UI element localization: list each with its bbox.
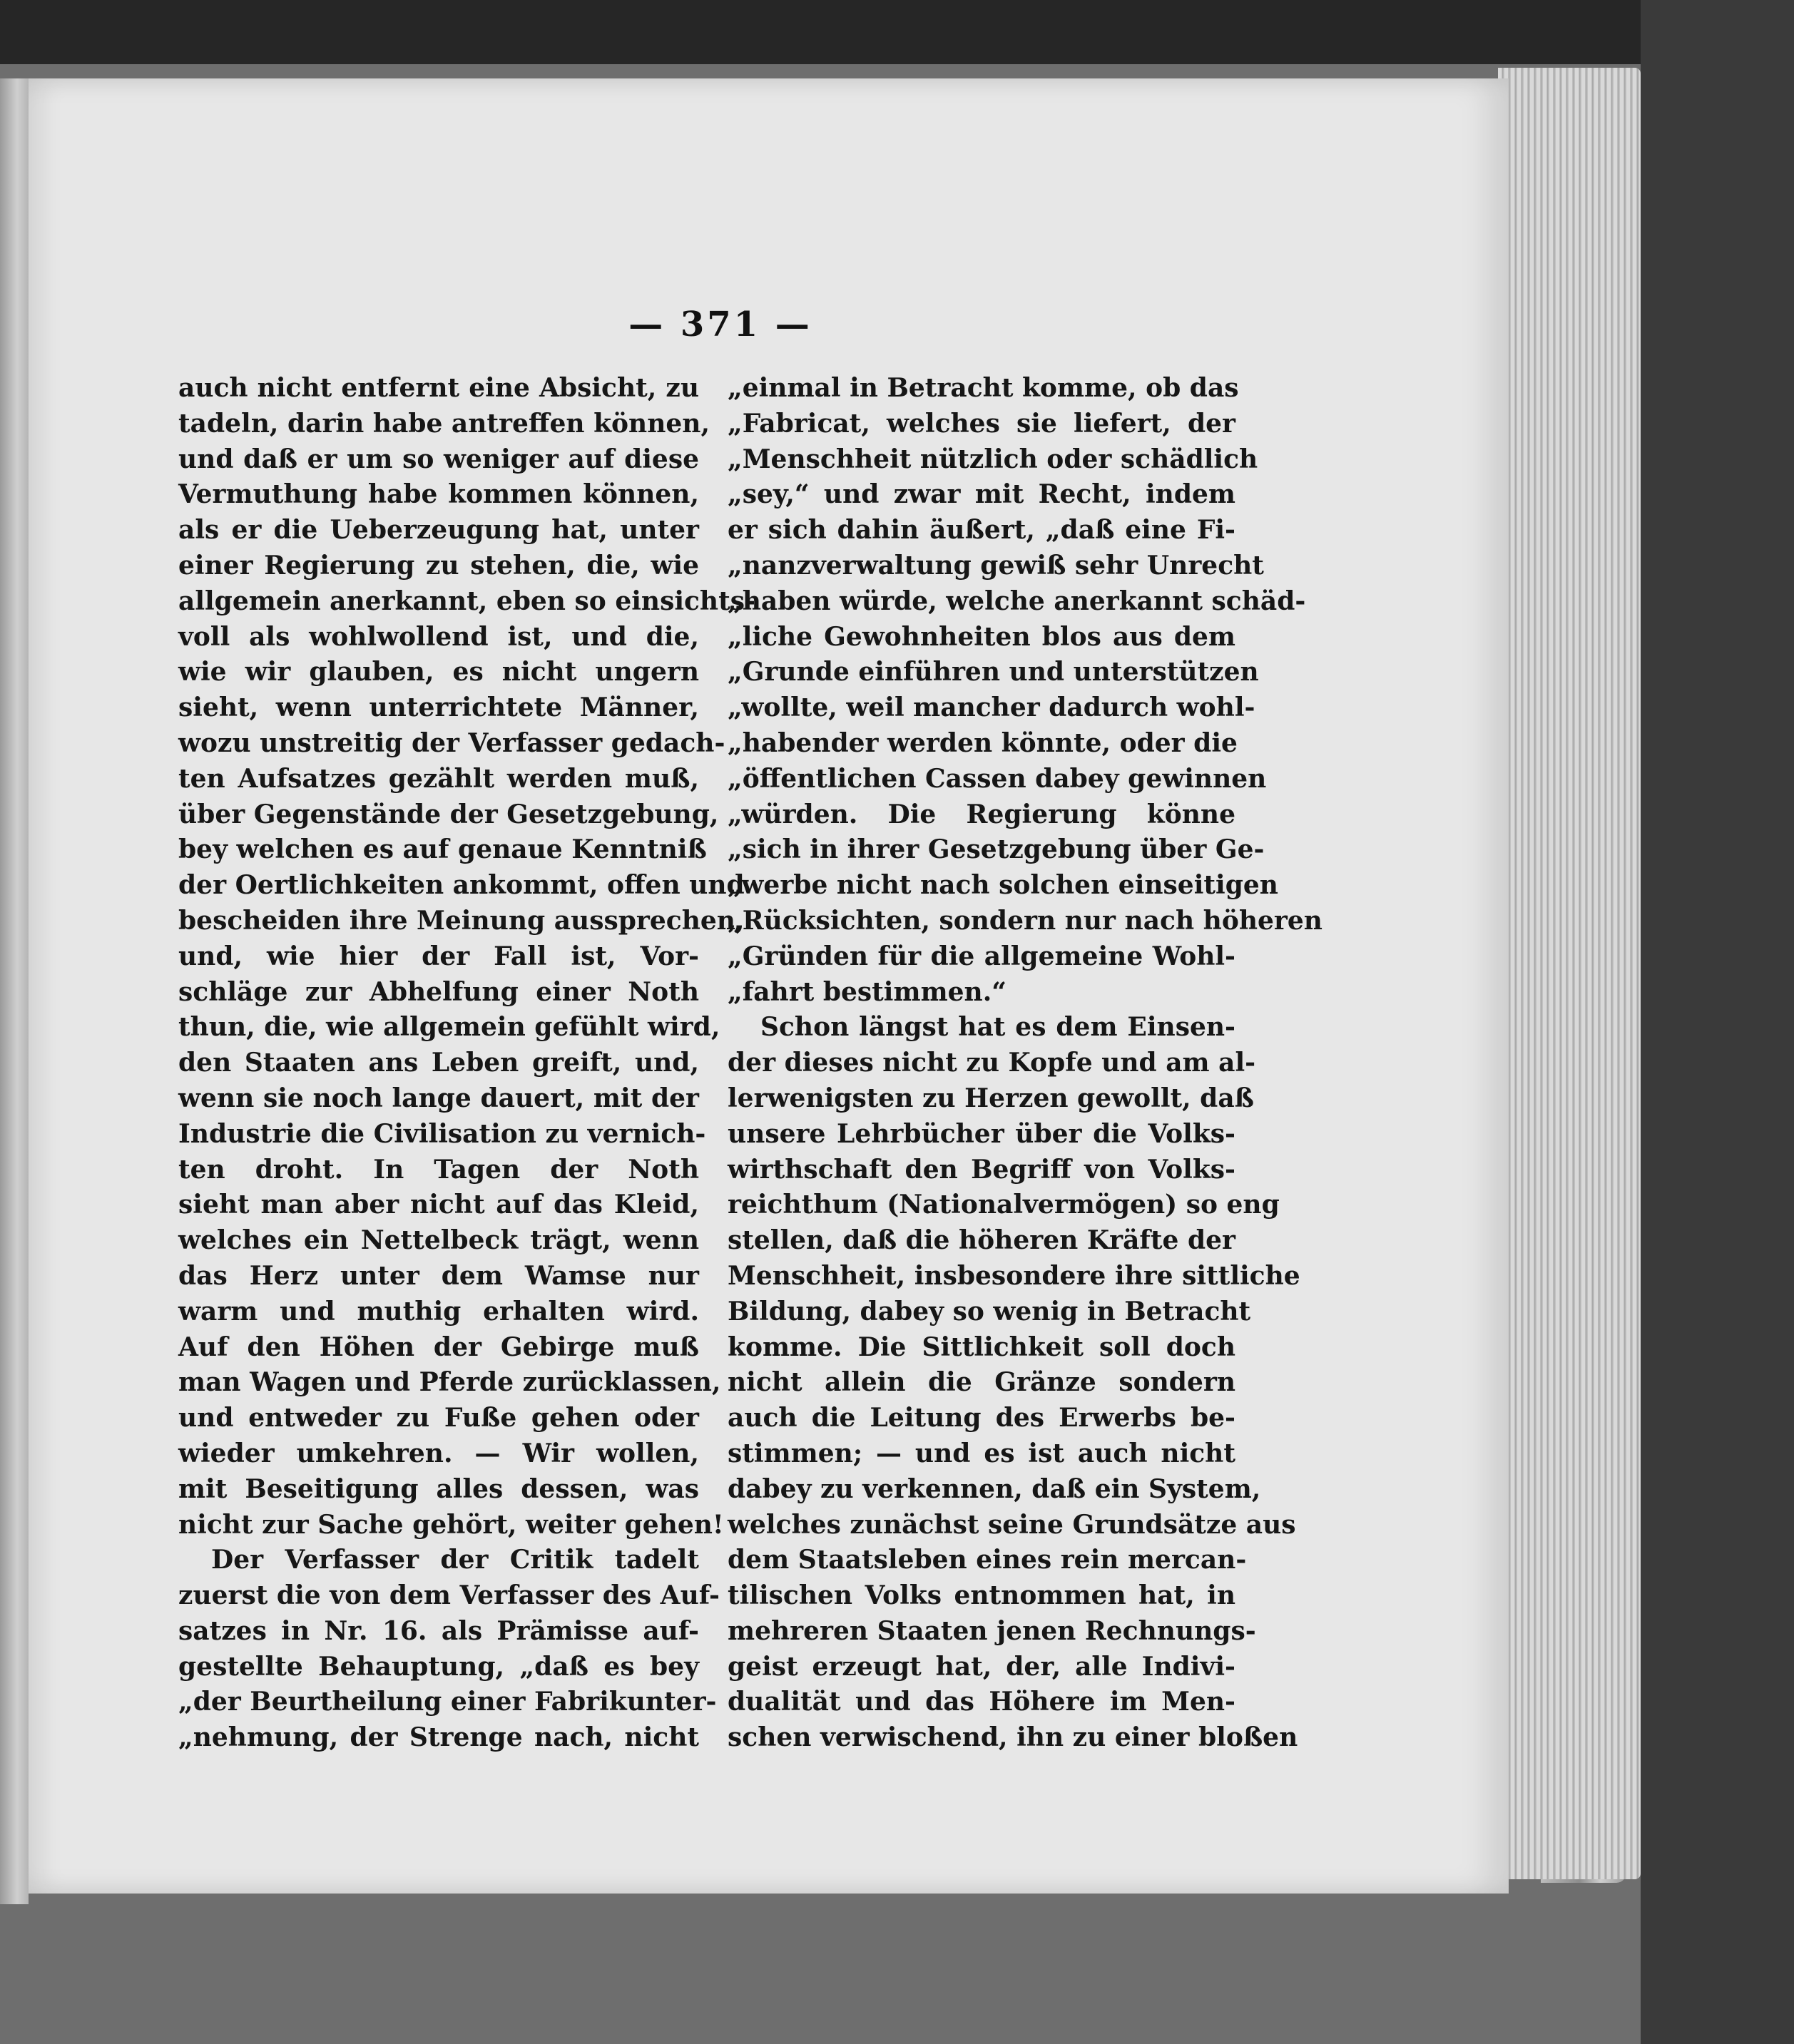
text-line: gestellte Behauptung, „daß es bey [178, 1651, 699, 1682]
text-line: „sich in ihrer Gesetzgebung über Ge- [728, 834, 1265, 865]
text-line: auch die Leitung des Erwerbs be- [728, 1403, 1235, 1434]
text-line: reichthum (Nationalvermögen) so eng [728, 1190, 1280, 1220]
page-edges-stack [1498, 68, 1641, 1879]
text-line: nicht allein die Gränze sondern [728, 1367, 1235, 1398]
text-line: lerwenigsten zu Herzen gewollt, daß [728, 1083, 1255, 1113]
text-line: und, wie hier der Fall ist, Vor- [178, 941, 699, 971]
text-line: „nanzverwaltung gewiß sehr Unrecht [728, 550, 1264, 581]
text-line: „einmal in Betracht komme, ob das [728, 373, 1239, 403]
text-line: Bildung, dabey so wenig in Betracht [728, 1296, 1251, 1327]
text-line: ten droht. In Tagen der Noth [178, 1154, 699, 1185]
text-line: wie wir glauben, es nicht ungern [178, 657, 699, 688]
text-line: wirthschaft den Begriff von Volks- [728, 1154, 1235, 1185]
text-line: Industrie die Civilisation zu vernich- [178, 1118, 706, 1149]
scan-right-margin [1641, 0, 1794, 2044]
text-line: Der Verfasser der Critik tadelt [211, 1545, 699, 1575]
text-line: unsere Lehrbücher über die Volks- [728, 1118, 1235, 1149]
text-line: als er die Ueberzeugung hat, unter [178, 515, 699, 546]
book-page [29, 78, 1509, 1894]
text-line: bey welchen es auf genaue Kenntniß [178, 834, 707, 865]
text-line: „wollte, weil mancher dadurch wohl- [728, 693, 1255, 723]
right-text-column [728, 371, 1322, 1756]
text-line: dem Staatsleben eines rein mercan- [728, 1545, 1247, 1575]
text-line: tadeln, darin habe antreffen können, [178, 408, 710, 439]
text-line: welches ein Nettelbeck trägt, wenn [178, 1225, 699, 1256]
text-line: „öffentlichen Cassen dabey gewinnen [728, 763, 1267, 794]
text-line: mehreren Staaten jenen Rechnungs- [728, 1615, 1256, 1646]
text-line: „werbe nicht nach solchen einseitigen [728, 870, 1278, 901]
text-line: stimmen; — und es ist auch nicht [728, 1438, 1235, 1468]
text-line: schläge zur Abhelfung einer Noth [178, 976, 699, 1007]
text-line: „nehmung, der Strenge nach, nicht [178, 1722, 699, 1753]
text-line: nicht zur Sache gehört, weiter gehen! [178, 1509, 724, 1540]
text-line: wenn sie noch lange dauert, mit der [178, 1083, 699, 1113]
text-line: zuerst die von dem Verfasser des Auf- [178, 1580, 720, 1611]
text-line: „Fabricat, welches sie liefert, der [728, 408, 1235, 439]
text-line: Auf den Höhen der Gebirge muß [178, 1332, 699, 1362]
text-line: „Rücksichten, sondern nur nach höheren [728, 905, 1322, 936]
scan-top-margin [0, 0, 1794, 64]
text-line: „Menschheit nützlich oder schädlich [728, 444, 1258, 474]
text-line: er sich dahin äußert, „daß eine Fi- [728, 515, 1235, 546]
text-line: der dieses nicht zu Kopfe und am al- [728, 1048, 1256, 1078]
text-line: voll als wohlwollend ist, und die, [178, 621, 699, 652]
text-line: „fahrt bestimmen.“ [728, 976, 1006, 1007]
text-line: das Herz unter dem Wamse nur [178, 1260, 699, 1291]
page-number: — 371 — [628, 305, 812, 344]
text-line: „Grunde einführen und unterstützen [728, 657, 1259, 688]
text-line: man Wagen und Pferde zurücklassen, [178, 1367, 721, 1398]
text-line: „habender werden könnte, oder die [728, 727, 1238, 758]
text-line: wozu unstreitig der Verfasser gedach- [178, 727, 725, 758]
text-line: satzes in Nr. 16. als Prämisse auf- [178, 1615, 699, 1646]
text-line: und daß er um so weniger auf diese [178, 444, 699, 474]
text-line: Vermuthung habe kommen können, [178, 479, 699, 510]
text-line: mit Beseitigung alles dessen, was [178, 1473, 699, 1504]
text-line: auch nicht entfernt eine Absicht, zu [178, 373, 699, 403]
text-line: über Gegenstände der Gesetzgebung, [178, 799, 719, 829]
text-line: ten Aufsatzes gezählt werden muß, [178, 763, 699, 794]
text-line: geist erzeugt hat, der, alle Indivi- [728, 1651, 1235, 1682]
text-line: tilischen Volks entnommen hat, in [728, 1580, 1235, 1611]
text-line: bescheiden ihre Meinung aussprechen, [178, 905, 745, 936]
left-text-column [178, 371, 755, 1756]
text-line: „der Beurtheilung einer Fabrikunter- [178, 1687, 717, 1717]
text-line: sieht, wenn unterrichtete Männer, [178, 693, 699, 723]
text-line: „Gründen für die allgemeine Wohl- [728, 941, 1235, 971]
text-line: Schon längst hat es dem Einsen- [760, 1012, 1235, 1043]
text-line: einer Regierung zu stehen, die, wie [178, 550, 699, 581]
text-line: und entweder zu Fuße gehen oder [178, 1403, 699, 1434]
text-line: allgemein anerkannt, eben so einsichts- [178, 586, 755, 616]
text-line: „würden. Die Regierung könne [728, 799, 1235, 829]
text-line: „sey,“ und zwar mit Recht, indem [728, 479, 1235, 510]
text-line: dabey zu verkennen, daß ein System, [728, 1473, 1261, 1504]
text-line: „haben würde, welche anerkannt schäd- [728, 586, 1306, 616]
text-line: welches zunächst seine Grundsätze aus [728, 1509, 1296, 1540]
text-line: warm und muthig erhalten wird. [178, 1296, 699, 1327]
text-line: komme. Die Sittlichkeit soll doch [728, 1332, 1235, 1362]
text-line: Menschheit, insbesondere ihre sittliche [728, 1260, 1300, 1291]
text-line: den Staaten ans Leben greift, und, [178, 1048, 699, 1078]
text-line: sieht man aber nicht auf das Kleid, [178, 1190, 699, 1220]
text-line: stellen, daß die höheren Kräfte der [728, 1225, 1235, 1256]
text-line: der Oertlichkeiten ankommt, offen und [178, 870, 745, 901]
text-line: dualität und das Höhere im Men- [728, 1687, 1235, 1717]
text-line: thun, die, wie allgemein gefühlt wird, [178, 1012, 720, 1043]
text-line: schen verwischend, ihn zu einer bloßen [728, 1722, 1298, 1753]
text-line: wieder umkehren. — Wir wollen, [178, 1438, 699, 1468]
text-line: „liche Gewohnheiten blos aus dem [728, 621, 1235, 652]
facing-page-edge [0, 78, 29, 1904]
